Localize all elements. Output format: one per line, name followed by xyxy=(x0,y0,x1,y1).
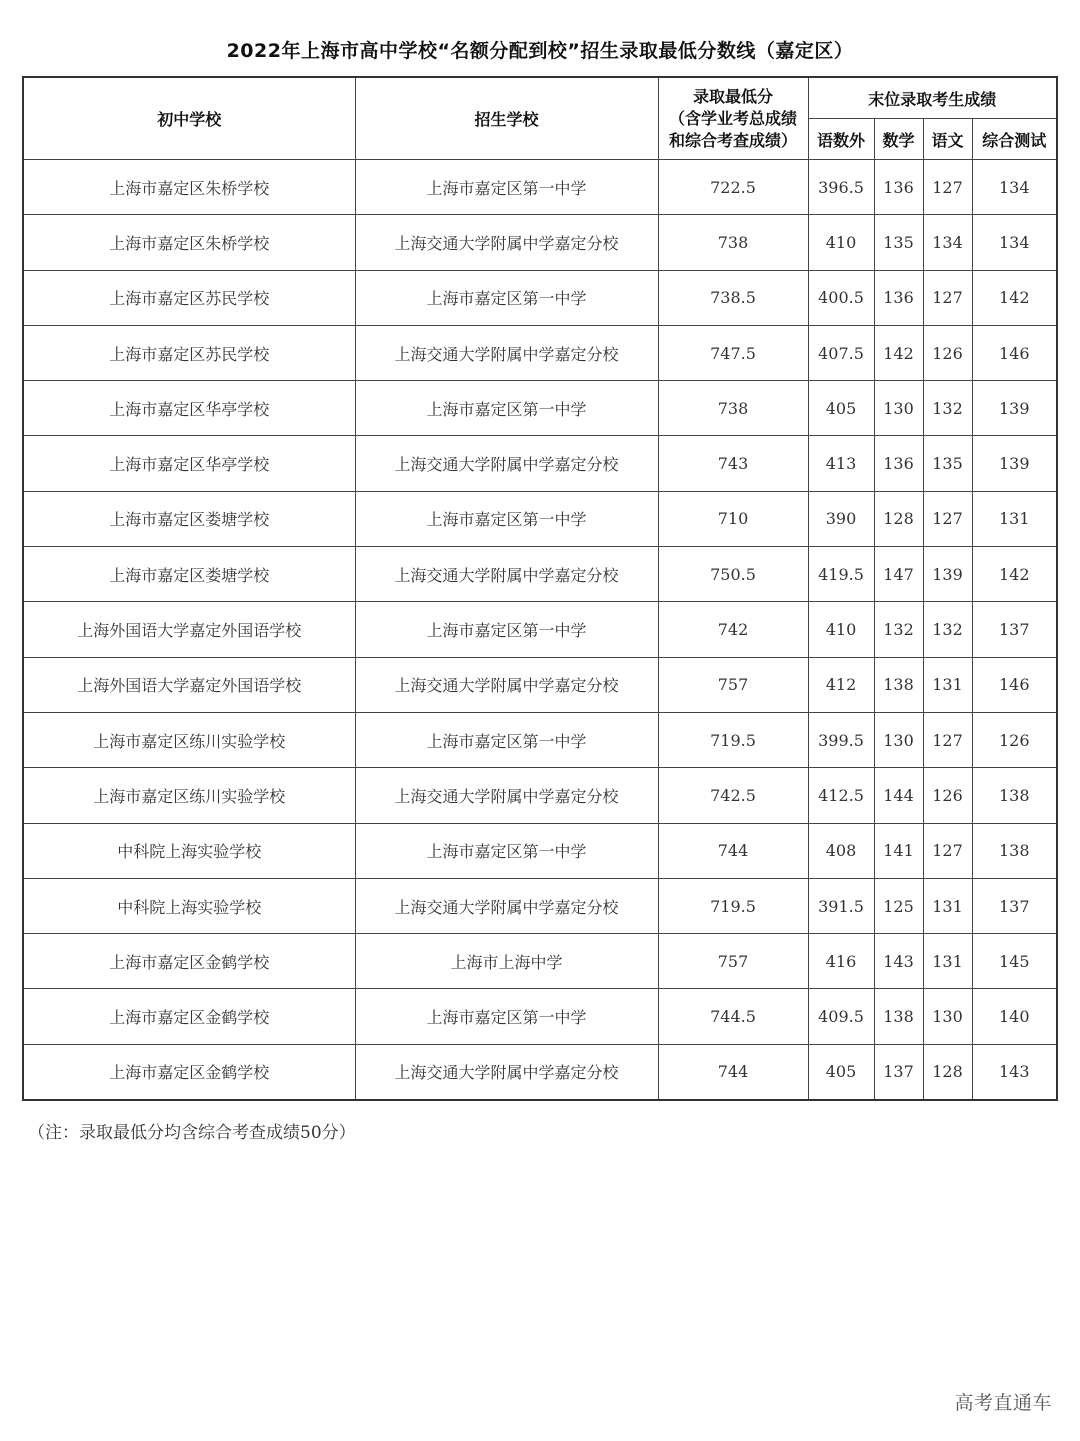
table-row xyxy=(23,547,1057,602)
header-min-score-line3: 和综合考查成绩） xyxy=(668,130,797,150)
cell-comprehensive: 134 xyxy=(972,215,1057,270)
cell-math: 137 xyxy=(874,1044,923,1100)
cell-min-score: 738 xyxy=(658,215,808,270)
cell-junior-school: 上海市嘉定区练川实验学校 xyxy=(23,712,355,767)
header-min-score xyxy=(658,77,808,160)
cell-junior-school: 上海外国语大学嘉定外国语学校 xyxy=(23,657,355,712)
cell-chinese-math-english: 412 xyxy=(808,657,874,712)
cell-junior-school: 上海市嘉定区华亭学校 xyxy=(23,381,355,436)
cell-comprehensive: 126 xyxy=(972,712,1057,767)
table-row xyxy=(23,712,1057,767)
cell-junior-school: 上海外国语大学嘉定外国语学校 xyxy=(23,602,355,657)
cell-math: 130 xyxy=(874,381,923,436)
cell-chinese: 127 xyxy=(923,491,972,546)
cell-admitting-school: 上海市嘉定区第一中学 xyxy=(355,381,658,436)
cell-chinese: 132 xyxy=(923,381,972,436)
header-chinese-math-english: 语数外 xyxy=(808,119,874,160)
cell-min-score: 722.5 xyxy=(658,160,808,215)
cell-min-score: 738.5 xyxy=(658,270,808,325)
cell-math: 142 xyxy=(874,325,923,380)
cell-admitting-school: 上海交通大学附属中学嘉定分校 xyxy=(355,547,658,602)
cell-admitting-school: 上海市嘉定区第一中学 xyxy=(355,823,658,878)
cell-chinese-math-english: 410 xyxy=(808,215,874,270)
header-chinese: 语文 xyxy=(923,119,972,160)
cell-min-score: 744 xyxy=(658,823,808,878)
cell-junior-school: 中科院上海实验学校 xyxy=(23,878,355,933)
cell-comprehensive: 134 xyxy=(972,160,1057,215)
cell-chinese-math-english: 412.5 xyxy=(808,768,874,823)
cell-admitting-school: 上海交通大学附属中学嘉定分校 xyxy=(355,215,658,270)
watermark: 高考直通车 xyxy=(954,1392,1052,1414)
header-junior-school: 初中学校 xyxy=(23,77,355,160)
cell-math: 147 xyxy=(874,547,923,602)
cell-admitting-school: 上海市嘉定区第一中学 xyxy=(355,989,658,1044)
cell-min-score: 747.5 xyxy=(658,325,808,380)
cell-junior-school: 上海市嘉定区娄塘学校 xyxy=(23,491,355,546)
cell-admitting-school: 上海交通大学附属中学嘉定分校 xyxy=(355,436,658,491)
table-row xyxy=(23,381,1057,436)
cell-min-score: 710 xyxy=(658,491,808,546)
cell-junior-school: 上海市嘉定区娄塘学校 xyxy=(23,547,355,602)
table-row xyxy=(23,657,1057,712)
cell-junior-school: 上海市嘉定区朱桥学校 xyxy=(23,160,355,215)
header-comprehensive: 综合测试 xyxy=(972,119,1057,160)
cell-min-score: 744.5 xyxy=(658,989,808,1044)
cell-min-score: 744 xyxy=(658,1044,808,1100)
cell-comprehensive: 137 xyxy=(972,878,1057,933)
cell-admitting-school: 上海市嘉定区第一中学 xyxy=(355,491,658,546)
cell-comprehensive: 146 xyxy=(972,325,1057,380)
cell-comprehensive: 145 xyxy=(972,934,1057,989)
footnote: （注：录取最低分均含综合考查成绩50分） xyxy=(28,1123,356,1143)
cell-math: 144 xyxy=(874,768,923,823)
cell-chinese-math-english: 409.5 xyxy=(808,989,874,1044)
cell-admitting-school: 上海交通大学附属中学嘉定分校 xyxy=(355,325,658,380)
cell-math: 135 xyxy=(874,215,923,270)
cell-admitting-school: 上海市嘉定区第一中学 xyxy=(355,602,658,657)
cell-comprehensive: 138 xyxy=(972,768,1057,823)
cell-chinese: 139 xyxy=(923,547,972,602)
cell-comprehensive: 146 xyxy=(972,657,1057,712)
cell-comprehensive: 142 xyxy=(972,270,1057,325)
cell-comprehensive: 140 xyxy=(972,989,1057,1044)
cell-comprehensive: 142 xyxy=(972,547,1057,602)
cell-chinese-math-english: 407.5 xyxy=(808,325,874,380)
cell-math: 136 xyxy=(874,270,923,325)
cell-admitting-school: 上海市嘉定区第一中学 xyxy=(355,160,658,215)
table-row xyxy=(23,436,1057,491)
cell-chinese-math-english: 408 xyxy=(808,823,874,878)
cell-comprehensive: 131 xyxy=(972,491,1057,546)
table-row xyxy=(23,491,1057,546)
cell-chinese-math-english: 400.5 xyxy=(808,270,874,325)
header-min-score-line1: 录取最低分 xyxy=(692,86,773,106)
cell-comprehensive: 138 xyxy=(972,823,1057,878)
cell-chinese: 126 xyxy=(923,325,972,380)
table-row xyxy=(23,823,1057,878)
admission-score-table xyxy=(22,76,1058,1101)
header-last-candidate: 末位录取考生成绩 xyxy=(808,77,1057,119)
cell-chinese: 127 xyxy=(923,823,972,878)
table-row xyxy=(23,160,1057,215)
cell-min-score: 719.5 xyxy=(658,712,808,767)
cell-chinese-math-english: 405 xyxy=(808,381,874,436)
cell-math: 136 xyxy=(874,160,923,215)
cell-chinese: 131 xyxy=(923,657,972,712)
cell-admitting-school: 上海交通大学附属中学嘉定分校 xyxy=(355,1044,658,1100)
cell-min-score: 757 xyxy=(658,934,808,989)
cell-math: 143 xyxy=(874,934,923,989)
cell-min-score: 738 xyxy=(658,381,808,436)
cell-chinese-math-english: 396.5 xyxy=(808,160,874,215)
header-min-score-line2: （含学业考总成绩 xyxy=(668,108,797,128)
cell-chinese: 126 xyxy=(923,768,972,823)
document-title: 2022年上海市高中学校“名额分配到校”招生录取最低分数线（嘉定区） xyxy=(226,40,854,62)
cell-admitting-school: 上海交通大学附属中学嘉定分校 xyxy=(355,657,658,712)
cell-junior-school: 上海市嘉定区练川实验学校 xyxy=(23,768,355,823)
table-row xyxy=(23,325,1057,380)
cell-junior-school: 上海市嘉定区苏民学校 xyxy=(23,325,355,380)
cell-comprehensive: 143 xyxy=(972,1044,1057,1100)
table-row xyxy=(23,878,1057,933)
table-row xyxy=(23,270,1057,325)
cell-junior-school: 上海市嘉定区金鹤学校 xyxy=(23,989,355,1044)
cell-chinese-math-english: 416 xyxy=(808,934,874,989)
cell-math: 130 xyxy=(874,712,923,767)
cell-chinese: 135 xyxy=(923,436,972,491)
cell-math: 138 xyxy=(874,657,923,712)
cell-chinese: 134 xyxy=(923,215,972,270)
cell-junior-school: 上海市嘉定区金鹤学校 xyxy=(23,934,355,989)
cell-min-score: 757 xyxy=(658,657,808,712)
cell-chinese-math-english: 390 xyxy=(808,491,874,546)
cell-admitting-school: 上海交通大学附属中学嘉定分校 xyxy=(355,878,658,933)
cell-chinese-math-english: 410 xyxy=(808,602,874,657)
cell-chinese: 130 xyxy=(923,989,972,1044)
cell-chinese-math-english: 419.5 xyxy=(808,547,874,602)
cell-junior-school: 上海市嘉定区华亭学校 xyxy=(23,436,355,491)
cell-math: 125 xyxy=(874,878,923,933)
cell-comprehensive: 137 xyxy=(972,602,1057,657)
cell-admitting-school: 上海市嘉定区第一中学 xyxy=(355,270,658,325)
cell-math: 132 xyxy=(874,602,923,657)
cell-min-score: 719.5 xyxy=(658,878,808,933)
cell-chinese-math-english: 399.5 xyxy=(808,712,874,767)
cell-admitting-school: 上海市上海中学 xyxy=(355,934,658,989)
header-math: 数学 xyxy=(874,119,923,160)
cell-junior-school: 中科院上海实验学校 xyxy=(23,823,355,878)
cell-math: 141 xyxy=(874,823,923,878)
cell-chinese: 132 xyxy=(923,602,972,657)
cell-chinese-math-english: 391.5 xyxy=(808,878,874,933)
cell-comprehensive: 139 xyxy=(972,436,1057,491)
cell-chinese-math-english: 405 xyxy=(808,1044,874,1100)
cell-chinese: 127 xyxy=(923,712,972,767)
cell-comprehensive: 139 xyxy=(972,381,1057,436)
cell-math: 136 xyxy=(874,436,923,491)
cell-junior-school: 上海市嘉定区金鹤学校 xyxy=(23,1044,355,1100)
cell-math: 128 xyxy=(874,491,923,546)
cell-min-score: 742.5 xyxy=(658,768,808,823)
cell-admitting-school: 上海市嘉定区第一中学 xyxy=(355,712,658,767)
header-admitting-school: 招生学校 xyxy=(355,77,658,160)
cell-chinese: 128 xyxy=(923,1044,972,1100)
table-body xyxy=(23,160,1057,1101)
table-header xyxy=(23,77,1057,160)
cell-chinese: 127 xyxy=(923,160,972,215)
cell-min-score: 742 xyxy=(658,602,808,657)
cell-min-score: 750.5 xyxy=(658,547,808,602)
cell-math: 138 xyxy=(874,989,923,1044)
table-row xyxy=(23,1044,1057,1100)
table-row xyxy=(23,934,1057,989)
cell-chinese-math-english: 413 xyxy=(808,436,874,491)
cell-junior-school: 上海市嘉定区苏民学校 xyxy=(23,270,355,325)
table-row xyxy=(23,602,1057,657)
cell-junior-school: 上海市嘉定区朱桥学校 xyxy=(23,215,355,270)
table-row xyxy=(23,215,1057,270)
cell-chinese: 131 xyxy=(923,934,972,989)
table-row xyxy=(23,989,1057,1044)
cell-admitting-school: 上海交通大学附属中学嘉定分校 xyxy=(355,768,658,823)
cell-chinese: 131 xyxy=(923,878,972,933)
cell-chinese: 127 xyxy=(923,270,972,325)
cell-min-score: 743 xyxy=(658,436,808,491)
table-row xyxy=(23,768,1057,823)
